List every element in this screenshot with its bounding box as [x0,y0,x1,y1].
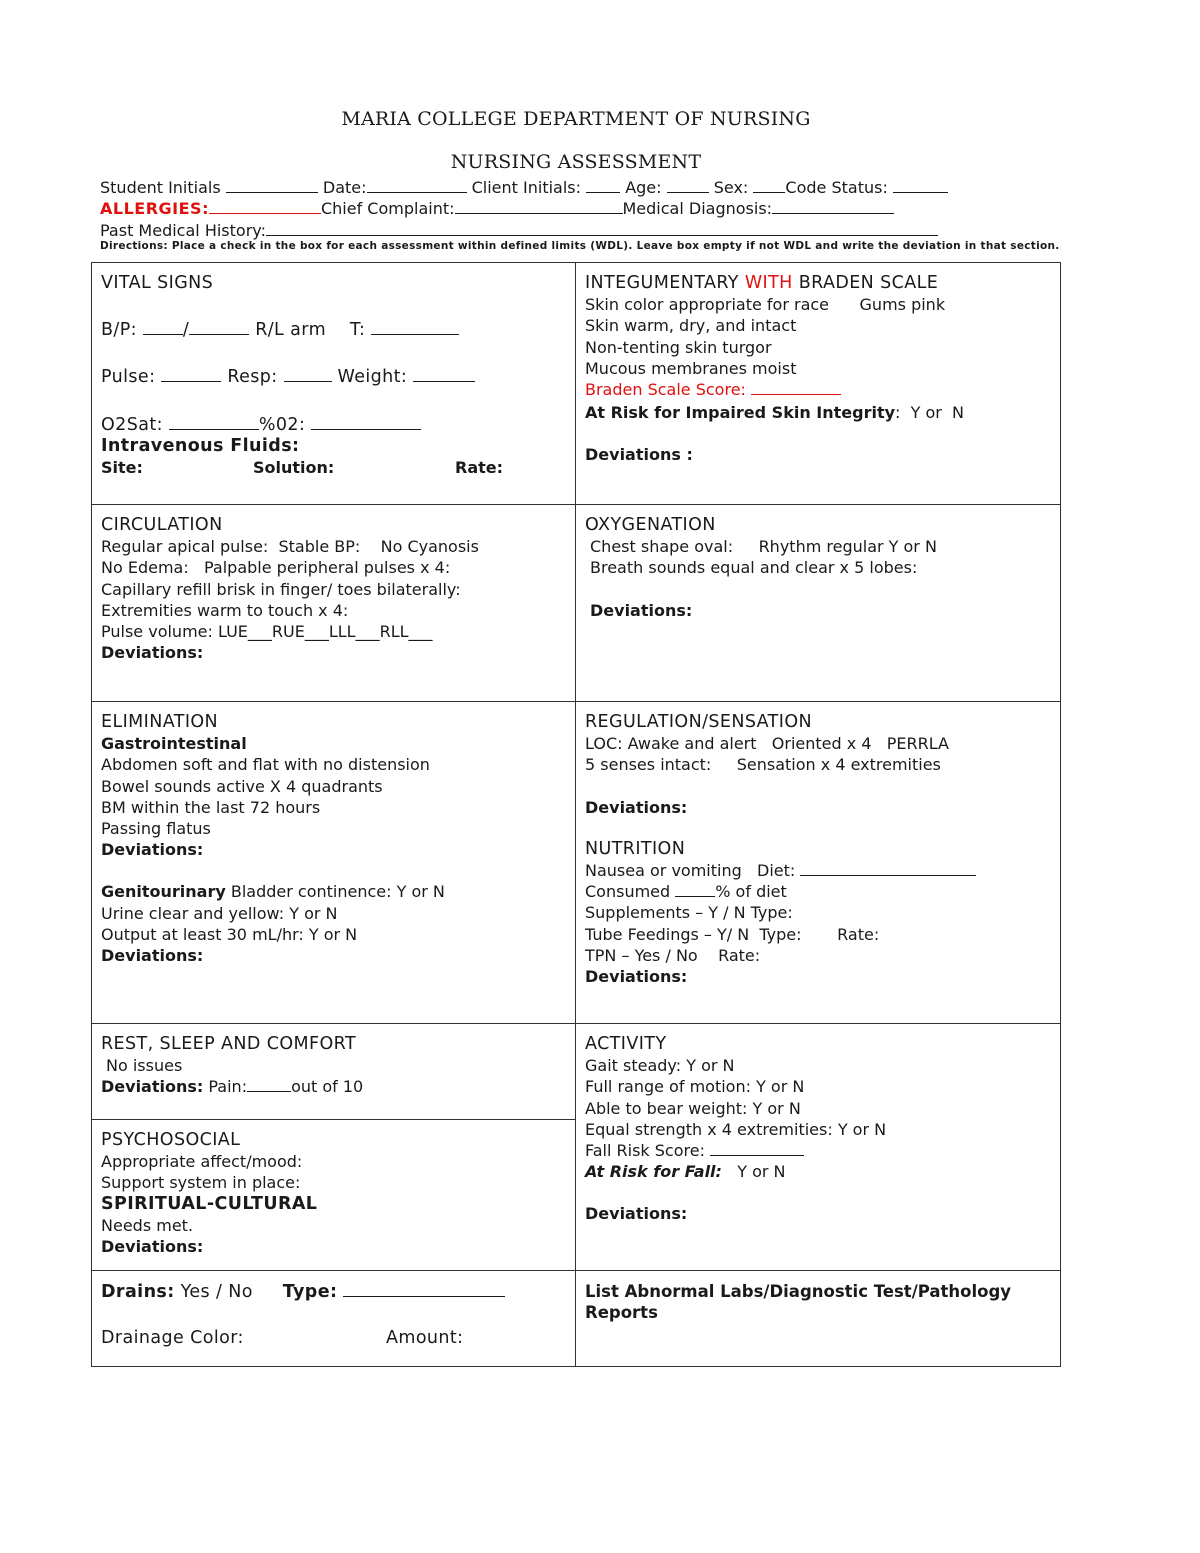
code-status-label: Code Status: [785,178,888,197]
apical-pulse-item: Regular apical pulse: [101,537,269,557]
bp-row [101,319,567,341]
past-medical-history-field[interactable] [266,220,938,236]
rest-section [92,1024,576,1120]
nutrition-row-2 [585,881,1052,902]
resp-label: Resp: [227,367,278,388]
form-title: NURSING ASSESSMENT [450,151,702,173]
gi-deviations: Deviations: [101,840,204,860]
extremities-warm-item: Extremities warm to touch x 4: [101,600,349,620]
consumed-label: Consumed [585,882,671,902]
nutrition-row-5 [585,945,1052,966]
urine-item: Urine clear and yellow: Y or N [101,903,338,923]
header-row-3 [100,220,938,241]
date-field[interactable] [367,177,467,193]
sex-label: Sex: [713,178,749,197]
allergies-field[interactable] [209,198,321,214]
bm-item: BM within the last 72 hours [101,797,321,817]
activity-title: ACTIVITY [585,1034,667,1054]
rhythm-item: Rhythm regular Y or N [758,537,937,557]
elimination-title: ELIMINATION [101,712,219,732]
nutrition-title: NUTRITION [585,838,686,859]
pulse-volume-item: Pulse volume: LUE___RUE___LLL___RLL___ [101,622,433,642]
diet-label: Diet: [757,861,796,881]
spiritual-title: SPIRITUAL-CULTURAL [101,1193,318,1214]
integumentary-title [585,273,1052,294]
student-initials-field[interactable] [226,177,318,193]
braden-field[interactable] [751,379,841,395]
oxygenation-row-1 [585,536,1052,557]
bear-weight-item: Able to bear weight: Y or N [585,1098,801,1118]
integumentary-title-a: INTEGUMENTARY [585,273,745,293]
pain-field[interactable] [247,1076,291,1092]
bp-diastolic-field[interactable] [189,319,249,335]
out-of-label: out of 10 [291,1077,364,1097]
drain-type-field[interactable] [343,1281,505,1297]
bowel-sounds-item: Bowel sounds active X 4 quadrants [101,776,383,796]
sensation-item: Sensation x 4 extremities [736,755,941,775]
genitourinary-label: Genitourinary [101,882,226,902]
braden-label: Braden Scale Score: [585,380,746,400]
needs-met-item: Needs met. [101,1215,194,1235]
pulse-field[interactable] [161,366,221,382]
tube-feedings-item: Tube Feedings – Y/ N Type: [585,924,802,944]
perrla-item: PERRLA [886,734,949,754]
genitourinary-row [101,881,567,902]
circulation-title: CIRCULATION [101,515,223,535]
iv-row [101,457,567,478]
bp-slash: / [182,320,190,341]
bp-systolic-field[interactable] [143,319,183,335]
drainage-color-label: Drainage Color: [101,1328,244,1349]
activity-deviations: Deviations: [585,1204,688,1224]
affect-item: Appropriate affect/mood: [101,1152,303,1172]
chief-complaint-field[interactable] [455,198,623,214]
pulse-label: Pulse: [101,367,156,388]
no-issues-item: No issues [106,1056,183,1076]
rest-deviations-row [101,1076,567,1097]
institution-title: MARIA COLLEGE DEPARTMENT OF NURSING [341,108,811,130]
code-status-field[interactable] [893,177,948,193]
chest-shape-item: Chest shape oval: [590,537,734,557]
psychosocial-section [92,1120,576,1271]
rest-deviations: Deviations: [101,1077,204,1097]
tube-rate-label: Rate: [837,924,880,944]
skin-color-row [585,294,1052,315]
pulse-row [101,366,567,388]
oxygenation-section [576,505,1061,702]
skin-risk-row [585,402,1052,423]
medical-diagnosis-label: Medical Diagnosis: [622,199,773,218]
nutrition-row-4 [585,924,1052,945]
senses-item: 5 senses intact: [585,755,712,775]
circulation-row-2 [101,557,567,578]
rate-label: Rate: [455,458,504,478]
site-label: Site: [101,458,143,478]
diet-field[interactable] [800,860,976,876]
client-initials-field[interactable] [586,177,620,193]
iv-fluids-label: Intravenous Fluids: [101,435,300,456]
gums-item: Gums pink [859,295,946,315]
drains-label: Drains: [101,1282,175,1302]
o2sat-label: O2Sat: [101,414,163,435]
no-edema-item: No Edema: [101,558,189,578]
oxygenation-deviations: Deviations: [590,600,693,620]
support-item: Support system in place: [101,1173,301,1193]
age-label: Age: [625,178,662,197]
peripheral-pulses-item: Palpable peripheral pulses x 4: [204,558,451,578]
pain-label: Pain: [203,1077,248,1097]
drains-yes-no: Yes / No [174,1282,253,1302]
fall-risk-row [585,1161,1052,1182]
solution-label: Solution: [253,458,335,478]
rest-title: REST, SLEEP AND COMFORT [101,1034,357,1054]
weight-field[interactable] [413,366,475,382]
loc-item: LOC: Awake and alert [585,734,757,754]
skin-risk-label: At Risk for Impaired Skin Integrity [585,403,896,423]
stable-bp-item: Stable BP: [278,537,361,557]
strength-item: Equal strength x 4 extremities: Y or N [585,1119,887,1139]
integumentary-title-with: WITH [744,273,793,293]
psychosocial-deviations: Deviations: [101,1237,204,1257]
temp-field[interactable] [371,319,459,335]
assessment-grid [91,262,1061,1367]
regulation-row-2 [585,754,1052,775]
drainage-row [101,1328,567,1350]
elimination-section [92,702,576,1024]
header-row-1 [100,177,948,198]
abdomen-item: Abdomen soft and flat with no distension [101,755,430,775]
circulation-section [92,505,576,702]
circulation-row-1 [101,536,567,557]
regulation-deviations: Deviations: [585,797,688,817]
drains-section [92,1271,576,1367]
regulation-row-1 [585,733,1052,754]
temp-label: T: [349,320,366,341]
skin-warm-item: Skin warm, dry, and intact [585,316,797,336]
capillary-refill-item: Capillary refill brisk in finger/ toes bilaterally: [101,579,461,599]
drainage-amount-label: Amount: [386,1328,464,1349]
turgor-item: Non-tenting skin turgor [585,337,772,357]
nutrition-deviations: Deviations: [585,967,688,987]
activity-section [576,1024,1061,1271]
client-initials-label: Client Initials: [471,178,582,197]
tpn-item: TPN – Yes / No [585,945,698,965]
sex-field[interactable] [753,177,785,193]
o2sat-row [101,414,567,436]
skin-risk-yn: Y or N [910,403,964,423]
mucous-item: Mucous membranes moist [585,358,797,378]
psychosocial-title: PSYCHOSOCIAL [101,1130,241,1150]
braden-row [585,379,1052,400]
nausea-item: Nausea or vomiting [585,861,742,881]
fall-score-label: Fall Risk Score: [585,1141,705,1161]
skin-color-item: Skin color appropriate for race [585,295,830,315]
rom-item: Full range of motion: Y or N [585,1077,805,1097]
medical-diagnosis-field[interactable] [772,198,894,214]
directions-text: Directions: Place a check in the box for each assessment within defined limits (WDL). Leave box empty if not WDL and write the deviation in that section. [100,240,1060,252]
past-medical-history-label: Past Medical History: [100,221,266,240]
flatus-item: Passing flatus [101,819,211,839]
labs-title: List Abnormal Labs/Diagnostic Test/Pathology Reports [585,1282,1012,1323]
resp-field[interactable] [284,366,332,382]
regulation-nutrition-section [576,702,1061,1024]
circulation-deviations: Deviations: [101,643,204,663]
fall-score-field[interactable] [710,1140,804,1156]
gait-item: Gait steady: Y or N [585,1056,735,1076]
oriented-item: Oriented x 4 [771,734,872,754]
gastrointestinal-label: Gastrointestinal [101,734,247,754]
fall-risk-yn: Y or N [737,1162,786,1182]
fall-score-row [585,1140,1052,1161]
breath-sounds-item: Breath sounds equal and clear x 5 lobes: [590,558,918,578]
no-cyanosis-item: No Cyanosis [380,537,479,557]
percent-diet-label: % of diet [715,882,787,902]
integumentary-section [576,263,1061,505]
tpn-rate-label: Rate: [718,945,761,965]
header-row-2 [100,198,894,219]
vital-signs-section [92,263,576,505]
weight-label: Weight: [337,367,408,388]
percent-o2-field[interactable] [311,414,421,430]
percent-o2-label: %02: [258,414,306,435]
rl-arm-label: R/L arm [255,320,327,341]
chief-complaint-label: Chief Complaint: [320,199,455,218]
age-field[interactable] [667,177,709,193]
fall-risk-label: At Risk for Fall: [585,1162,722,1182]
o2sat-field[interactable] [169,414,259,430]
nutrition-row-1 [585,860,1052,881]
integumentary-title-b: BRADEN SCALE [792,273,939,293]
output-item: Output at least 30 mL/hr: Y or N [101,924,358,944]
labs-section [576,1271,1061,1367]
bp-label: B/P: [101,320,137,341]
consumed-field[interactable] [675,881,715,897]
vital-signs-title: VITAL SIGNS [101,273,214,293]
student-initials-label: Student Initials [100,178,221,197]
integumentary-deviations: Deviations : [585,445,693,465]
drain-type-label: Type: [282,1282,338,1302]
drains-row [101,1281,567,1303]
skin-risk-colon: : [895,403,901,423]
gu-deviations: Deviations: [101,946,204,966]
date-label: Date: [322,178,367,197]
regulation-title: REGULATION/SENSATION [585,712,812,732]
supplements-item: Supplements – Y / N Type: [585,903,793,923]
allergies-label: ALLERGIES: [100,199,209,218]
oxygenation-title: OXYGENATION [585,515,716,535]
bladder-item: Bladder continence: Y or N [225,882,445,902]
